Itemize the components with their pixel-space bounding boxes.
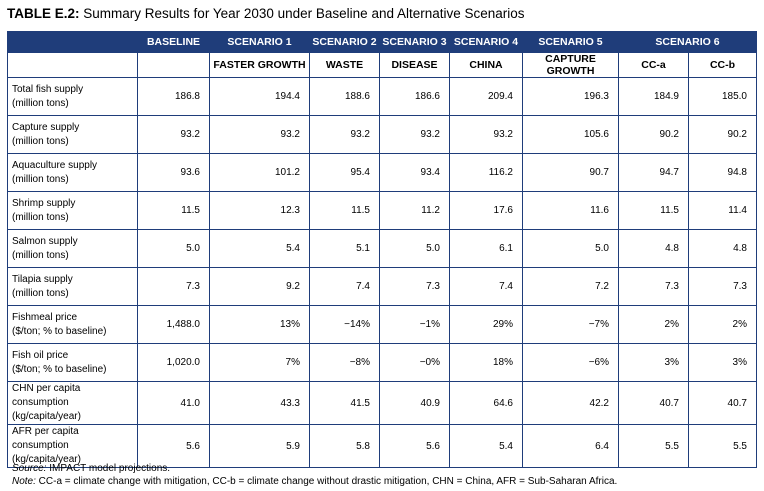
table-cell: 29% xyxy=(450,306,523,344)
header-baseline: BASELINE xyxy=(138,32,210,53)
table-cell: −1% xyxy=(380,306,450,344)
table-cell: −8% xyxy=(310,344,380,382)
row-label xyxy=(8,230,138,268)
summary-table xyxy=(7,31,757,468)
header-scenario-3: SCENARIO 3 xyxy=(380,32,450,53)
table-cell: −14% xyxy=(310,306,380,344)
table-cell: 186.8 xyxy=(138,78,210,116)
table-cell: 7.3 xyxy=(619,268,689,306)
table-cell: 209.4 xyxy=(450,78,523,116)
table-cell: −6% xyxy=(523,344,619,382)
table-cell: 11.4 xyxy=(689,192,757,230)
table-row xyxy=(8,192,757,230)
table-cell: 95.4 xyxy=(310,154,380,192)
table-cell: 5.6 xyxy=(138,425,210,468)
subheader-disease: DISEASE xyxy=(380,53,450,78)
table-cell: 7.3 xyxy=(689,268,757,306)
table-cell: 5.9 xyxy=(210,425,310,468)
header-scenario-6: SCENARIO 6 xyxy=(619,32,757,53)
row-label-line1: CHN per capita consumption xyxy=(12,383,81,408)
table-cell: 93.2 xyxy=(310,116,380,154)
table-cell: 2% xyxy=(689,306,757,344)
header-row-sub xyxy=(8,53,757,78)
table-cell: 1,020.0 xyxy=(138,344,210,382)
table-row xyxy=(8,344,757,382)
row-label-line2: (million tons) xyxy=(12,211,69,223)
table-notes xyxy=(12,462,617,488)
table-cell: 11.5 xyxy=(138,192,210,230)
table-cell: 11.2 xyxy=(380,192,450,230)
row-label xyxy=(8,78,138,116)
table-cell: 3% xyxy=(689,344,757,382)
row-label-line1: Capture supply xyxy=(12,121,80,133)
note-label: Note: xyxy=(12,476,36,487)
table-cell: 5.4 xyxy=(210,230,310,268)
table-cell: 11.5 xyxy=(619,192,689,230)
row-label xyxy=(8,116,138,154)
table-cell: 7.4 xyxy=(310,268,380,306)
table-cell: 93.2 xyxy=(450,116,523,154)
subheader-blank-2 xyxy=(138,53,210,78)
table-cell: 101.2 xyxy=(210,154,310,192)
table-cell: 93.2 xyxy=(210,116,310,154)
table-row xyxy=(8,306,757,344)
table-cell: 105.6 xyxy=(523,116,619,154)
table-cell: 4.8 xyxy=(689,230,757,268)
table-row xyxy=(8,116,757,154)
table-cell: 90.2 xyxy=(619,116,689,154)
table-cell: 3% xyxy=(619,344,689,382)
table-cell: 7.3 xyxy=(138,268,210,306)
row-label-line2: (million tons) xyxy=(12,249,69,261)
table-cell: 11.5 xyxy=(310,192,380,230)
table-cell: 41.5 xyxy=(310,382,380,425)
table-cell: 9.2 xyxy=(210,268,310,306)
row-label-line1: Salmon supply xyxy=(12,235,78,247)
row-label xyxy=(8,382,138,425)
source-note xyxy=(12,462,617,475)
table-cell: 93.2 xyxy=(138,116,210,154)
row-label-line1: AFR per capita consumption xyxy=(12,426,79,451)
subheader-cc-a: CC-a xyxy=(619,53,689,78)
table-cell: 64.6 xyxy=(450,382,523,425)
header-row-top xyxy=(8,32,757,53)
subheader-cc-b: CC-b xyxy=(689,53,757,78)
header-scenario-2: SCENARIO 2 xyxy=(310,32,380,53)
table-cell: 185.0 xyxy=(689,78,757,116)
table-cell: 5.6 xyxy=(380,425,450,468)
table-cell: 7.4 xyxy=(450,268,523,306)
table-cell: 6.1 xyxy=(450,230,523,268)
row-label-line2: (million tons) xyxy=(12,97,69,109)
table-row xyxy=(8,78,757,116)
table-cell: 90.7 xyxy=(523,154,619,192)
row-label-line1: Shrimp supply xyxy=(12,197,76,209)
table-cell: 17.6 xyxy=(450,192,523,230)
row-label-line2: (million tons) xyxy=(12,287,69,299)
table-cell: −7% xyxy=(523,306,619,344)
table-cell: 5.5 xyxy=(689,425,757,468)
row-label-line2: (kg/capita/year) xyxy=(12,411,81,422)
table-row xyxy=(8,382,757,425)
table-cell: 186.6 xyxy=(380,78,450,116)
table-cell: 18% xyxy=(450,344,523,382)
header-scenario-4: SCENARIO 4 xyxy=(450,32,523,53)
subheader-faster-growth: FASTER GROWTH xyxy=(210,53,310,78)
row-label-line2: ($/ton; % to baseline) xyxy=(12,363,107,375)
note-text: CC-a = climate change with mitigation, CC-b = climate change without drastic mitigation, CHN = China, AFR = Sub-Saharan Africa. xyxy=(35,476,618,487)
table-cell: 40.9 xyxy=(380,382,450,425)
table-title-text: Summary Results for Year 2030 under Baseline and Alternative Scenarios xyxy=(83,6,525,21)
row-label xyxy=(8,268,138,306)
table-cell: 2% xyxy=(619,306,689,344)
table-row xyxy=(8,268,757,306)
table-cell: 7.2 xyxy=(523,268,619,306)
table-title xyxy=(7,6,525,21)
table-cell: 184.9 xyxy=(619,78,689,116)
row-label-line1: Fish oil price xyxy=(12,349,69,361)
table-cell: 40.7 xyxy=(689,382,757,425)
table-cell: 6.4 xyxy=(523,425,619,468)
table-cell: 93.6 xyxy=(138,154,210,192)
subheader-capture-growth: CAPTURE GROWTH xyxy=(523,53,619,78)
row-label xyxy=(8,154,138,192)
table-cell: 93.2 xyxy=(380,116,450,154)
table-title-label: TABLE E.2: xyxy=(7,6,80,21)
table-cell: 41.0 xyxy=(138,382,210,425)
subheader-waste: WASTE xyxy=(310,53,380,78)
row-label xyxy=(8,306,138,344)
row-label xyxy=(8,192,138,230)
table-row xyxy=(8,230,757,268)
table-cell: 5.0 xyxy=(523,230,619,268)
table-cell: 188.6 xyxy=(310,78,380,116)
table-cell: 194.4 xyxy=(210,78,310,116)
table-cell: 94.7 xyxy=(619,154,689,192)
row-label-line1: Tilapia supply xyxy=(12,273,73,285)
table-cell: 196.3 xyxy=(523,78,619,116)
table-cell: 12.3 xyxy=(210,192,310,230)
table-cell: 5.5 xyxy=(619,425,689,468)
header-scenario-5: SCENARIO 5 xyxy=(523,32,619,53)
row-label-line2: (million tons) xyxy=(12,135,69,147)
row-label-line2: (million tons) xyxy=(12,173,69,185)
row-label-line1: Total fish supply xyxy=(12,83,84,95)
table-cell: 40.7 xyxy=(619,382,689,425)
table-cell: 5.0 xyxy=(380,230,450,268)
row-label-line1: Fishmeal price xyxy=(12,311,78,323)
table-cell: 13% xyxy=(210,306,310,344)
row-label-line2: (kg/capita/year) xyxy=(12,454,81,465)
table-cell: 5.0 xyxy=(138,230,210,268)
source-label: Source: xyxy=(12,463,47,474)
table-cell: 11.6 xyxy=(523,192,619,230)
table-cell: 90.2 xyxy=(689,116,757,154)
subheader-blank-1 xyxy=(8,53,138,78)
table-cell: 7.3 xyxy=(380,268,450,306)
row-label-line2: ($/ton; % to baseline) xyxy=(12,325,107,337)
table-cell: 5.4 xyxy=(450,425,523,468)
table-cell: 42.2 xyxy=(523,382,619,425)
subheader-china: CHINA xyxy=(450,53,523,78)
table-cell: 43.3 xyxy=(210,382,310,425)
table-cell: −0% xyxy=(380,344,450,382)
table-cell: 5.1 xyxy=(310,230,380,268)
table-cell: 5.8 xyxy=(310,425,380,468)
table-cell: 1,488.0 xyxy=(138,306,210,344)
table-cell: 93.4 xyxy=(380,154,450,192)
abbreviation-note xyxy=(12,475,617,488)
table-cell: 7% xyxy=(210,344,310,382)
table-cell: 94.8 xyxy=(689,154,757,192)
source-text: IMPACT model projections. xyxy=(46,463,171,474)
table-cell: 4.8 xyxy=(619,230,689,268)
row-label-line1: Aquaculture supply xyxy=(12,159,98,171)
table-row xyxy=(8,154,757,192)
table-body xyxy=(8,78,757,468)
row-label xyxy=(8,344,138,382)
table-cell: 116.2 xyxy=(450,154,523,192)
header-cell-blank xyxy=(8,32,138,53)
header-scenario-1: SCENARIO 1 xyxy=(210,32,310,53)
